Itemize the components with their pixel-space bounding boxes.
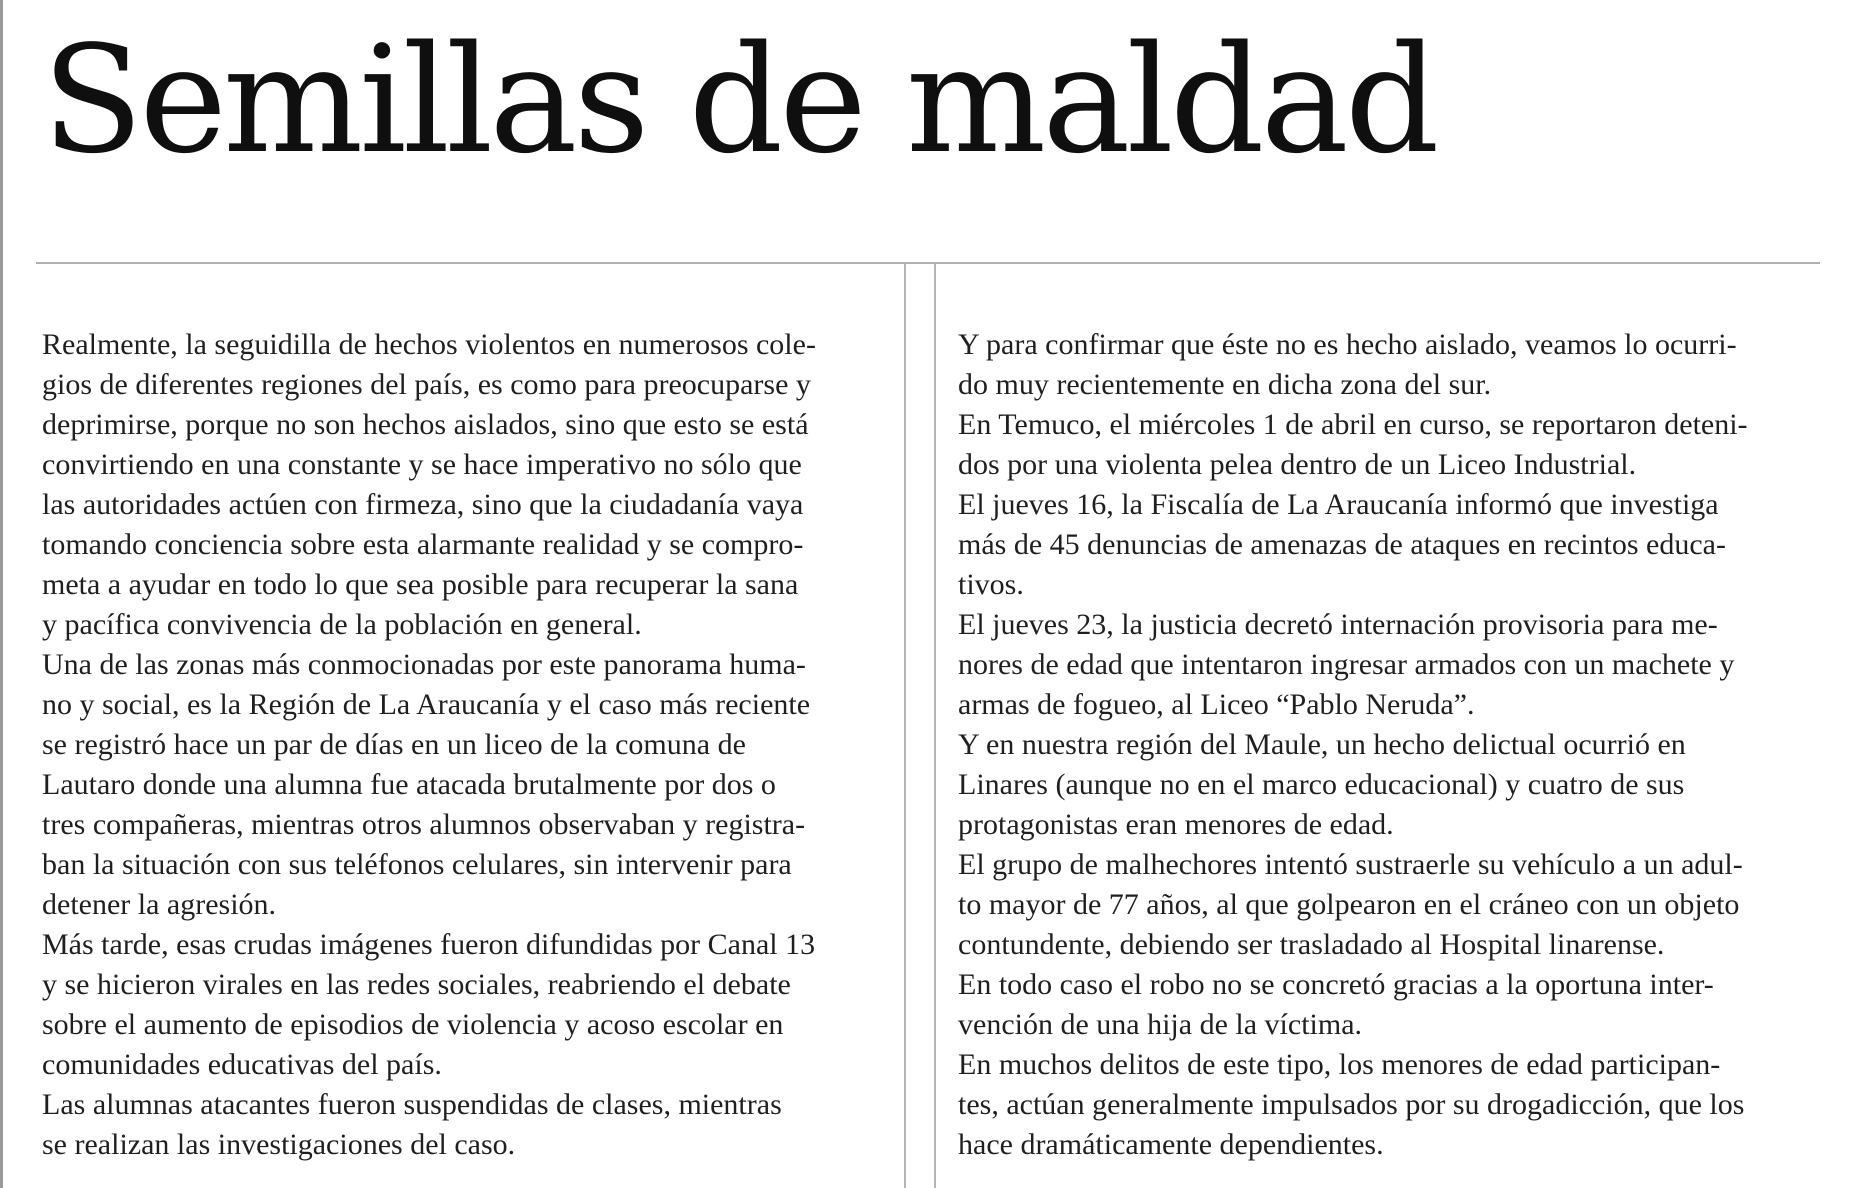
column-divider-left <box>904 264 906 1188</box>
text-line: nores de edad que intentaron ingresar armados con un machete y <box>958 648 1735 681</box>
text-line: las autoridades actúen con firmeza, sino que la ciudadanía vaya <box>42 488 804 521</box>
text-line: Linares (aunque no en el marco educacional) y cuatro de sus <box>958 768 1685 801</box>
text-line: hace dramáticamente dependientes. <box>958 1128 1384 1161</box>
text-line: Las alumnas atacantes fueron suspendidas de clases, mientras <box>42 1088 782 1121</box>
text-line: En muchos delitos de este tipo, los menores de edad participan- <box>958 1048 1721 1081</box>
article-column-right <box>958 325 1828 1165</box>
text-line: Una de las zonas más conmocionadas por este panorama huma- <box>42 648 806 681</box>
column-divider-right <box>934 264 936 1188</box>
text-line: Lautaro donde una alumna fue atacada brutalmente por dos o <box>42 768 776 801</box>
text-line: convirtiendo en una constante y se hace imperativo no sólo que <box>42 448 802 481</box>
text-line: Realmente, la seguidilla de hechos violentos en numerosos cole- <box>42 328 816 361</box>
text-line: meta a ayudar en todo lo que sea posible para recuperar la sana <box>42 568 799 601</box>
text-line: más de 45 denuncias de amenazas de ataques en recintos educa- <box>958 528 1726 561</box>
text-line: detener la agresión. <box>42 888 277 921</box>
text-line: gios de diferentes regiones del país, es como para preocuparse y <box>42 368 811 401</box>
text-line: Y para confirmar que éste no es hecho aislado, veamos lo ocurri- <box>958 328 1737 361</box>
text-line: sobre el aumento de episodios de violencia y acoso escolar en <box>42 1008 784 1041</box>
text-line: armas de fogueo, al Liceo “Pablo Neruda”. <box>958 688 1475 721</box>
text-line: El jueves 23, la justicia decretó internación provisoria para me- <box>958 608 1718 641</box>
text-line: comunidades educativas del país. <box>42 1048 442 1081</box>
text-line: ban la situación con sus teléfonos celulares, sin intervenir para <box>42 848 792 881</box>
text-line: tres compañeras, mientras otros alumnos observaban y registra- <box>42 808 806 841</box>
text-line: no y social, es la Región de La Araucanía y el caso más reciente <box>42 688 811 721</box>
text-line: En Temuco, el miércoles 1 de abril en curso, se reportaron deteni- <box>958 408 1748 441</box>
text-line: y pacífica convivencia de la población en general. <box>42 608 642 641</box>
text-line: to mayor de 77 años, al que golpearon en el cráneo con un objeto <box>958 888 1740 921</box>
text-line: En todo caso el robo no se concretó gracias a la oportuna inter- <box>958 968 1714 1001</box>
text-line: tes, actúan generalmente impulsados por su drogadicción, que los <box>958 1088 1745 1121</box>
article-column-left <box>42 325 902 1165</box>
text-line: se registró hace un par de días en un liceo de la comuna de <box>42 728 746 761</box>
text-line: do muy recientemente en dicha zona del sur. <box>958 368 1492 401</box>
text-line: dos por una violenta pelea dentro de un Liceo Industrial. <box>958 448 1637 481</box>
text-line: El grupo de malhechores intentó sustraerle su vehículo a un adul- <box>958 848 1743 881</box>
text-line: Y en nuestra región del Maule, un hecho delictual ocurrió en <box>958 728 1686 761</box>
text-line: y se hicieron virales en las redes sociales, reabriendo el debate <box>42 968 791 1001</box>
text-line: se realizan las investigaciones del caso. <box>42 1128 516 1161</box>
text-line: tomando conciencia sobre esta alarmante realidad y se compro- <box>42 528 804 561</box>
text-line: protagonistas eran menores de edad. <box>958 808 1394 841</box>
article-headline: Semillas de maldad <box>42 14 1436 186</box>
text-line: tivos. <box>958 568 1024 601</box>
text-line: vención de una hija de la víctima. <box>958 1008 1363 1041</box>
text-line: El jueves 16, la Fiscalía de La Araucanía informó que investiga <box>958 488 1719 521</box>
page-edge-line <box>0 0 3 1188</box>
headline-rule <box>36 262 1820 264</box>
text-line: contundente, debiendo ser trasladado al Hospital linarense. <box>958 928 1665 961</box>
text-line: deprimirse, porque no son hechos aislados, sino que esto se está <box>42 408 809 441</box>
text-line: Más tarde, esas crudas imágenes fueron difundidas por Canal 13 <box>42 928 816 961</box>
